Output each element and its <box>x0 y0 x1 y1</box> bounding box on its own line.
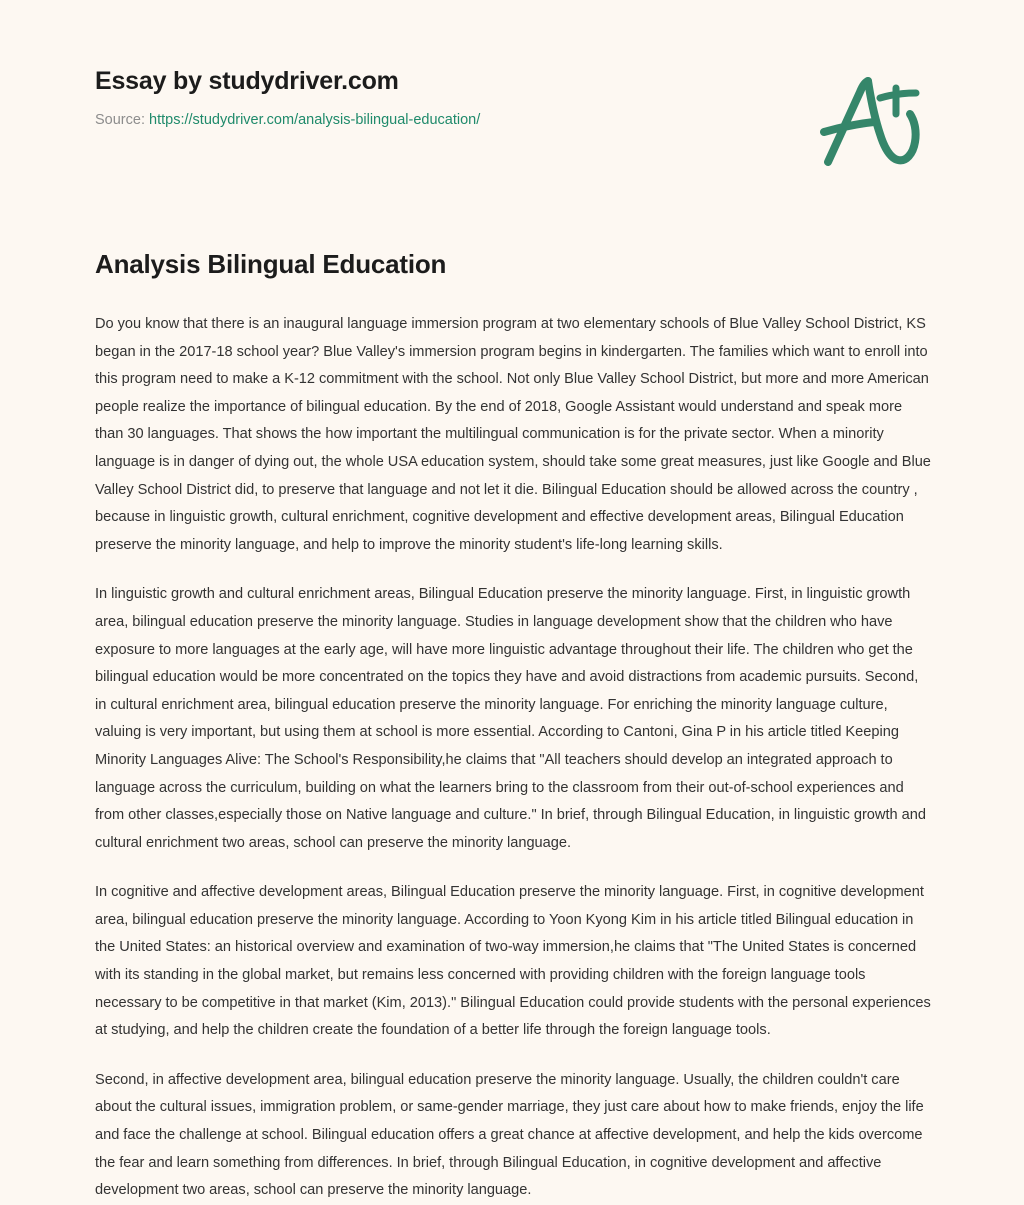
brand-block <box>95 66 480 129</box>
article-paragraph: In linguistic growth and cultural enrichment areas, Bilingual Education preserve the minority language. First, in linguistic growth area, bilingual education preserve the minority language. Studies in language development show that the children who have exposure to more languages at the early age, will have more linguistic advantage throughout their life. The children who get the bilingual education would be more concentrated on the topics they have and avoid distractions from academic pursuits. Second, in cultural enrichment area, bilingual education preserve the minority language. For enriching the minority language culture, valuing is very important, but using them at school is more essential. According to Cantoni, Gina P in his article titled Keeping Minority Languages Alive: The School's Responsibility,he claims that "All teachers should develop an integrated approach to language across the curriculum, building on what the learners bring to the classroom from their out-of-school experiences and from other classes,especially those on Native language and culture." In brief, through Bilingual Education, in linguistic growth and cultural enrichment two areas, school can preserve the minority language. <box>95 586 926 851</box>
article-paragraph: Do you know that there is an inaugural language immersion program at two elementary schools of Blue Valley School District, KS began in the 2017-18 school year? Blue Valley's immersion program begins in kindergarten. The families which want to enroll into this program need to make a K-12 commitment with the school. Not only Blue Valley School District, but more and more American people realize the importance of bilingual education. By the end of 2018, Google Assistant would understand and speak more than 30 languages. That shows the how important the multilingual communication is for the private sector. When a minority language is in danger of dying out, the whole USA education system, should take some great measures, just like Google and Blue Valley School District did, to preserve that language and not let it die. Bilingual Education should be allowed across the country , because in linguistic growth, cultural enrichment, cognitive development and effective development areas, Bilingual Education preserve the minority language, and help to improve the minority student's life-long learning skills. <box>95 316 931 553</box>
brand-title: Essay by studydriver.com <box>95 67 399 95</box>
page-title: Analysis Bilingual Education <box>95 249 447 279</box>
article <box>95 248 933 1205</box>
source-url-link[interactable]: https://studydriver.com/analysis-bilingual-education/ <box>149 112 481 128</box>
article-paragraph: Second, in affective development area, bilingual education preserve the minority language. Usually, the children couldn't care about the cultural issues, immigration problem, or same-gender marriage, they just care about how to make friends, enjoy the life and face the challenge at school. Bilingual education offers a great chance at affective development, and help the kids overcome the fear and learn something from differences. In brief, through Bilingual Education, in cognitive development and affective development two areas, school can preserve the minority language. <box>95 1071 924 1199</box>
article-body <box>95 311 933 1205</box>
a-plus-logo-icon <box>812 74 932 170</box>
article-paragraph: In cognitive and affective development areas, Bilingual Education preserve the minority language. First, in cognitive development area, bilingual education preserve the minority language. According to Yoon Kyong Kim in his article titled Bilingual education in the United States: an historical overview and examination of two-way immersion,he claims that "The United States is concerned with its standing in the global market, but remains less concerned with providing children with the foreign language tools necessary to be competitive in that market (Kim, 2013)." Bilingual Education could provide students with the personal experiences at studying, and help the children create the foundation of a better life through the foreign language tools. <box>95 884 931 1039</box>
source-line <box>95 111 480 129</box>
document-header <box>0 0 1024 200</box>
a-plus-logo[interactable] <box>812 74 932 170</box>
source-label: Source: <box>95 112 145 128</box>
